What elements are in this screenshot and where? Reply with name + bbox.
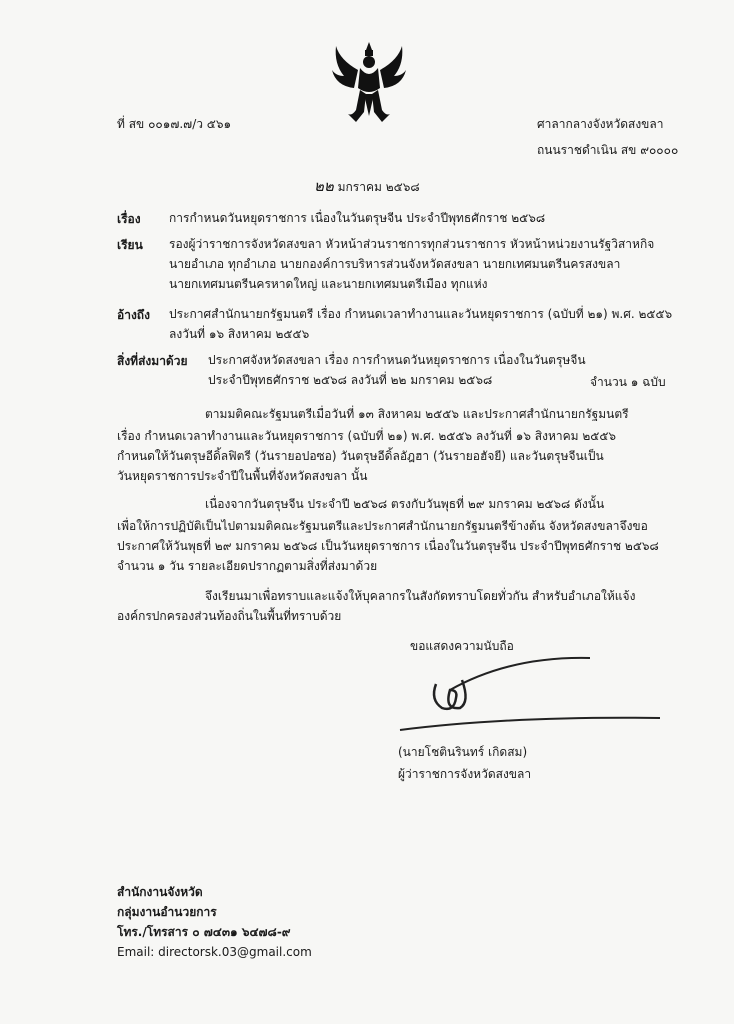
enclosure-count: จำนวน ๑ ฉบับ: [590, 375, 666, 389]
signatory-position: ผู้ว่าราชการจังหวัดสงขลา: [398, 767, 532, 781]
office-address-line2: ถนนราชดำเนิน สข ๙๐๐๐๐: [537, 143, 679, 157]
garuda-emblem-icon: [330, 40, 408, 126]
closing-respect: ขอแสดงความนับถือ: [410, 639, 514, 653]
body-p2-line2: เพื่อให้การปฏิบัติเป็นไปตามมติคณะรัฐมนตรีและประกาศสำนักนายกรัฐมนตรีข้างต้น จังหวัดสงขลาจึงขอ: [117, 519, 648, 533]
recipient-line2: นายอำเภอ ทุกอำเภอ นายกองค์การบริหารส่วนจังหวัดสงขลา นายกเทศมนตรีนครสงขลา: [169, 257, 621, 271]
body-p2-line4: จำนวน ๑ วัน รายละเอียดปรากฏตามสิ่งที่ส่งมาด้วย: [117, 559, 378, 573]
body-p3-line2: องค์กรปกครองส่วนท้องถิ่นในพื้นที่ทราบด้วย: [117, 609, 342, 623]
reference-line1: ประกาศสำนักนายกรัฐมนตรี เรื่อง กำหนดเวลาทำงานและวันหยุดราชการ (ฉบับที่ ๒๑) พ.ศ. ๒๕๕๖: [169, 307, 673, 321]
body-p1-line1: ตามมติคณะรัฐมนตรีเมื่อวันที่ ๑๓ สิงหาคม ๒๕๕๖ และประกาศสำนักนายกรัฐมนตรี: [205, 407, 629, 421]
body-p1-line2: เรื่อง กำหนดเวลาทำงานและวันหยุดราชการ (ฉบับที่ ๒๑) พ.ศ. ๒๕๕๖ ลงวันที่ ๑๖ สิงหาคม ๒๕๕๖: [117, 429, 617, 443]
enclosure-label: สิ่งที่ส่งมาด้วย: [117, 354, 188, 368]
enclosure-line1: ประกาศจังหวัดสงขลา เรื่อง การกำหนดวันหยุดราชการ เนื่องในวันตรุษจีน: [208, 353, 586, 367]
footer-division: กลุ่มงานอำนวยการ: [117, 905, 217, 919]
date-day: ๒๒: [314, 177, 334, 195]
footer-office: สำนักงานจังหวัด: [117, 885, 203, 899]
reference-label: อ้างถึง: [117, 308, 150, 322]
letter-date: [314, 178, 420, 195]
reference-number: ที่ สข ๐๐๑๗.๗/ว ๕๖๑: [117, 117, 232, 131]
office-address-line1: ศาลากลางจังหวัดสงขลา: [537, 117, 664, 131]
body-p3-line1: จึงเรียนมาเพื่อทราบและแจ้งให้บุคลากรในสังกัดทราบโดยทั่วกัน สำหรับอำเภอให้แจ้ง: [205, 589, 636, 603]
subject-label: เรื่อง: [117, 212, 141, 226]
subject-text: การกำหนดวันหยุดราชการ เนื่องในวันตรุษจีน ประจำปีพุทธศักราช ๒๕๖๘: [169, 211, 546, 225]
recipient-line1: รองผู้ว่าราชการจังหวัดสงขลา หัวหน้าส่วนราชการทุกส่วนราชการ หัวหน้าหน่วยงานรัฐวิสาหกิจ: [169, 237, 655, 251]
date-month-year: มกราคม ๒๕๖๘: [337, 180, 420, 194]
body-p2-line1: เนื่องจากวันตรุษจีน ประจำปี ๒๕๖๘ ตรงกับวันพุธที่ ๒๙ มกราคม ๒๕๖๘ ดังนั้น: [205, 497, 605, 511]
footer-email: Email: directorsk.03@gmail.com: [117, 945, 312, 959]
recipient-label: เรียน: [117, 238, 143, 252]
enclosure-line2: ประจำปีพุทธศักราช ๒๕๖๘ ลงวันที่ ๒๒ มกราคม ๒๕๖๘: [208, 373, 493, 387]
reference-line2: ลงวันที่ ๑๖ สิงหาคม ๒๕๕๖: [169, 327, 310, 341]
signature-image: [390, 650, 690, 740]
recipient-line3: นายกเทศมนตรีนครหาดใหญ่ และนายกเทศมนตรีเมือง ทุกแห่ง: [169, 277, 488, 291]
footer-phone: โทร./โทรสาร ๐ ๗๔๓๑ ๖๔๗๘-๙: [117, 925, 291, 939]
body-p2-line3: ประกาศให้วันพุธที่ ๒๙ มกราคม ๒๕๖๘ เป็นวันหยุดราชการ เนื่องในวันตรุษจีน ประจำปีพุทธศักราช ๒๕๖๘: [117, 539, 659, 553]
signatory-name: (นายโชตินรินทร์ เกิดสม): [398, 745, 528, 759]
body-p1-line4: วันหยุดราชการประจำปีในพื้นที่จังหวัดสงขลา นั้น: [117, 469, 368, 483]
body-p1-line3: กำหนดให้วันตรุษอีดิ้ลฟิตรี (วันรายอปอซอ) วันตรุษอีดิ้ลอัฎฮา (วันรายอฮัจยี) และวันตรุษจีนเป็น: [117, 449, 604, 463]
